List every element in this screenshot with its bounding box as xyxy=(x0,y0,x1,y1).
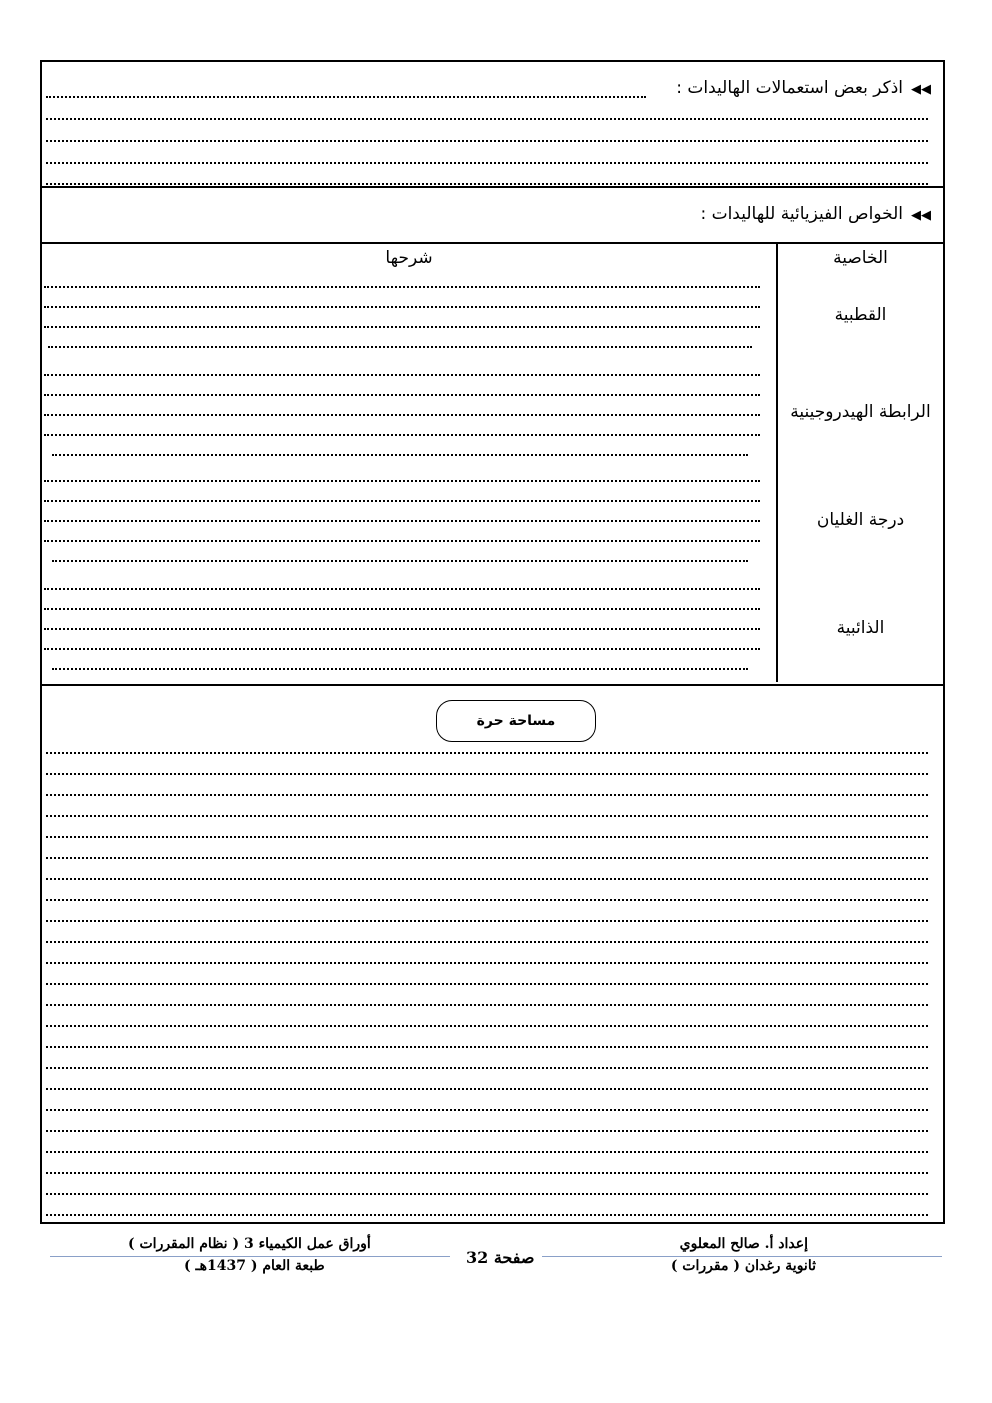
property-cell: القطبية xyxy=(777,272,943,358)
worksheet-frame xyxy=(40,60,945,1224)
book-title: أوراق عمل الكيمياء 3 ( نظام المقررات ) xyxy=(128,1236,371,1252)
answer-line[interactable] xyxy=(46,1172,928,1174)
answer-line[interactable] xyxy=(44,374,760,376)
answer-line[interactable] xyxy=(46,1151,928,1153)
physical-heading-text: الخواص الفيزيائية للهاليدات : xyxy=(700,204,903,224)
free-space-section xyxy=(42,686,943,1224)
table-row xyxy=(42,272,943,358)
answer-line[interactable] xyxy=(46,962,928,964)
physical-heading xyxy=(700,204,931,224)
table-header-row xyxy=(42,244,943,272)
header-explanation: شرحها xyxy=(385,248,433,268)
answer-line[interactable] xyxy=(46,1088,928,1090)
answer-line[interactable] xyxy=(46,794,928,796)
property-cell: درجة الغليان xyxy=(777,466,943,574)
header-property: الخاصية xyxy=(777,244,943,272)
answer-line[interactable] xyxy=(44,394,760,396)
answer-line[interactable] xyxy=(46,878,928,880)
prepared-by: إعداد أ. صالح المعلوي xyxy=(679,1236,808,1252)
answer-line[interactable] xyxy=(44,608,760,610)
edition: طبعة العام ( 1437هـ ) xyxy=(184,1258,325,1274)
explanation-cell[interactable] xyxy=(42,466,777,574)
uses-section xyxy=(42,62,943,188)
double-arrow-icon: ◀◀ xyxy=(911,82,931,97)
property-cell: الذائبية xyxy=(777,574,943,682)
answer-line[interactable] xyxy=(52,454,748,456)
answer-line[interactable] xyxy=(44,520,760,522)
answer-line[interactable] xyxy=(46,1025,928,1027)
answer-line[interactable] xyxy=(44,480,760,482)
page-footer xyxy=(0,1230,992,1290)
answer-line[interactable] xyxy=(44,500,760,502)
answer-line[interactable] xyxy=(46,162,928,164)
answer-line[interactable] xyxy=(46,1004,928,1006)
answer-line[interactable] xyxy=(44,414,760,416)
page-number: صفحة 32 xyxy=(466,1248,535,1267)
answer-line[interactable] xyxy=(52,560,748,562)
property-cell: الرابطة الهيدروجينية xyxy=(777,358,943,466)
answer-line[interactable] xyxy=(46,773,928,775)
answer-line[interactable] xyxy=(46,983,928,985)
answer-line[interactable] xyxy=(44,326,760,328)
properties-table-section xyxy=(42,244,943,686)
answer-line[interactable] xyxy=(46,96,646,98)
answer-line[interactable] xyxy=(46,1214,928,1216)
explanation-cell[interactable] xyxy=(42,574,777,682)
table-row xyxy=(42,358,943,466)
answer-line[interactable] xyxy=(46,1046,928,1048)
answer-line[interactable] xyxy=(46,899,928,901)
answer-line[interactable] xyxy=(46,1067,928,1069)
answer-line[interactable] xyxy=(46,836,928,838)
table-row xyxy=(42,466,943,574)
answer-line[interactable] xyxy=(46,1109,928,1111)
answer-line[interactable] xyxy=(46,1193,928,1195)
answer-line[interactable] xyxy=(44,588,760,590)
answer-line[interactable] xyxy=(46,140,928,142)
explanation-cell[interactable] xyxy=(42,358,777,466)
footer-rule-right xyxy=(542,1256,942,1257)
school-name: ثانوية رغدان ( مقررات ) xyxy=(670,1258,816,1274)
answer-line[interactable] xyxy=(44,648,760,650)
physical-properties-section xyxy=(42,188,943,244)
answer-line[interactable] xyxy=(48,346,752,348)
answer-line[interactable] xyxy=(46,920,928,922)
answer-line[interactable] xyxy=(44,540,760,542)
footer-rule-left xyxy=(50,1256,450,1257)
answer-line[interactable] xyxy=(46,857,928,859)
answer-line[interactable] xyxy=(44,306,760,308)
answer-line[interactable] xyxy=(46,1130,928,1132)
properties-table xyxy=(42,244,943,682)
table-row xyxy=(42,574,943,682)
uses-question-text: اذكر بعض استعمالات الهاليدات : xyxy=(676,78,903,98)
free-space-label: مساحة حرة xyxy=(436,700,596,742)
answer-line[interactable] xyxy=(44,286,760,288)
uses-question xyxy=(676,78,931,98)
answer-line[interactable] xyxy=(46,815,928,817)
answer-line[interactable] xyxy=(46,183,928,185)
answer-line[interactable] xyxy=(46,752,928,754)
answer-line[interactable] xyxy=(46,118,928,120)
answer-line[interactable] xyxy=(52,668,748,670)
answer-line[interactable] xyxy=(46,941,928,943)
answer-line[interactable] xyxy=(44,434,760,436)
answer-line[interactable] xyxy=(44,628,760,630)
double-arrow-icon: ◀◀ xyxy=(911,208,931,223)
explanation-cell[interactable] xyxy=(42,272,777,358)
